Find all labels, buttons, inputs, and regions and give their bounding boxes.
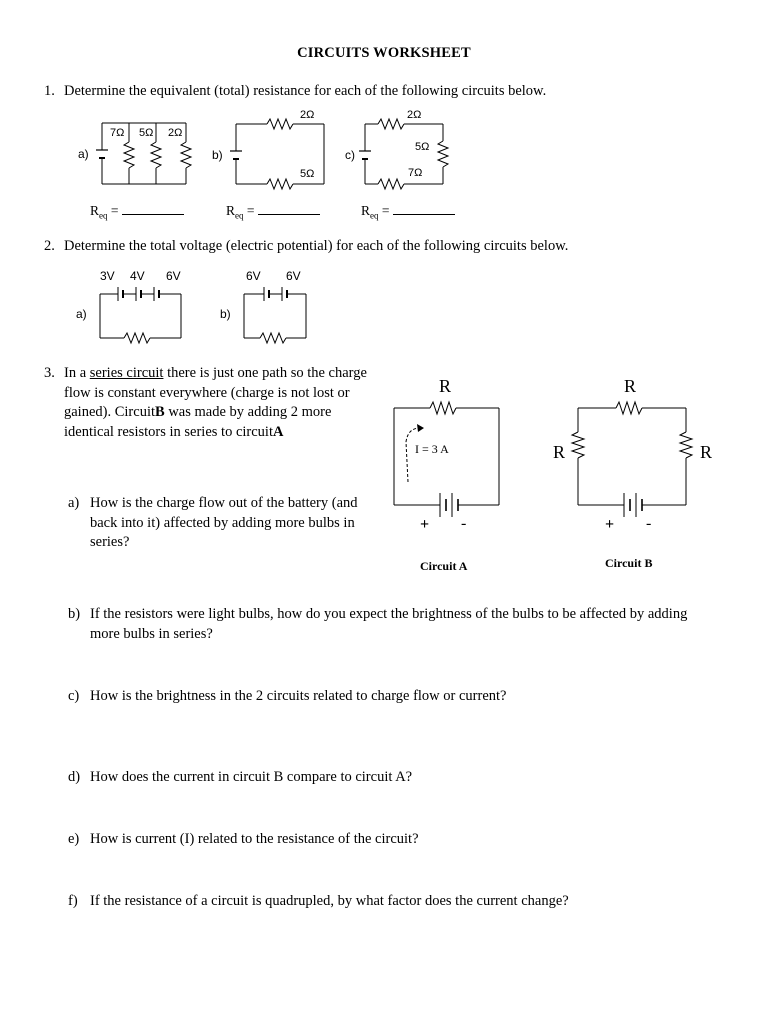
circuit-2a-v3: 6V bbox=[166, 269, 181, 283]
subq-a-label: a) bbox=[68, 495, 80, 511]
circuit-2a-v1: 3V bbox=[100, 269, 115, 283]
circuit-2a-diagram bbox=[74, 266, 189, 356]
subq-b-label: b) bbox=[68, 606, 81, 622]
circuit-1c-bottom: 7Ω bbox=[408, 167, 423, 179]
req-blank-b[interactable]: $R_{eq}$ = bbox=[226, 203, 320, 221]
q2-text: Determine the total voltage (electric potential) for each of the following circuits below. bbox=[64, 238, 569, 254]
circuit-1b-top: 2Ω bbox=[300, 109, 315, 121]
circuit-b-r-right: R bbox=[700, 442, 713, 462]
q3-intro: In a series circuit there is just one path so the charge flow is constant everywhere (charge is not lost or gained). CircuitB was made by adding 2 more identical resistors in series to circuitA bbox=[64, 365, 367, 440]
circuit-b-diagram bbox=[548, 372, 718, 582]
circuit-1c-right: 5Ω bbox=[415, 141, 430, 153]
circuit-a-current: I = 3 A bbox=[415, 442, 449, 456]
circuit-a-minus: - bbox=[461, 515, 467, 532]
circuit-a-plus: + bbox=[420, 516, 430, 533]
page-title: CIRCUITS WORKSHEET bbox=[297, 45, 471, 61]
circuit-b-r-top: R bbox=[624, 376, 637, 396]
circuit-2b-label: b) bbox=[220, 307, 231, 321]
circuit-b-plus: + bbox=[605, 516, 615, 533]
circuit-2a-label: a) bbox=[76, 307, 87, 321]
subq-d-text: How does the current in circuit B compare to circuit A? bbox=[90, 769, 413, 785]
subq-b-text: If the resistors were light bulbs, how do you expect the brightness of the bulbs to be affected by adding more bulbs in series? bbox=[90, 606, 688, 642]
circuit-1b-label: b) bbox=[212, 148, 223, 162]
circuit-2a-v2: 4V bbox=[130, 269, 145, 283]
subq-a-text: How is the charge flow out of the battery (and back into it) affected by adding more bulbs in series? bbox=[90, 495, 358, 550]
circuit-2b-v2: 6V bbox=[286, 269, 301, 283]
q1-text: Determine the equivalent (total) resistance for each of the following circuits below. bbox=[64, 83, 547, 99]
series-circuit-term: series circuit bbox=[89, 365, 164, 381]
circuit-1a-r3: 2Ω bbox=[168, 127, 183, 139]
circuit-1b-diagram bbox=[212, 104, 332, 192]
subq-e-label: e) bbox=[68, 831, 80, 847]
circuit-1a-label: a) bbox=[78, 147, 89, 161]
circuit-2b-diagram bbox=[216, 266, 316, 356]
circuit-2b-v1: 6V bbox=[246, 269, 261, 283]
subq-f-label: f) bbox=[68, 893, 78, 909]
circuit-1a-diagram bbox=[78, 118, 208, 190]
subq-d-label: d) bbox=[68, 769, 81, 785]
circuit-a-r: R bbox=[439, 376, 452, 396]
subq-e-text: How is current (I) related to the resistance of the circuit? bbox=[90, 831, 419, 847]
circuit-1c-top: 2Ω bbox=[407, 109, 422, 121]
circuit-1c-label: c) bbox=[345, 148, 355, 162]
circuit-a-caption: Circuit A bbox=[420, 559, 468, 573]
q2-number: 2. bbox=[44, 238, 55, 254]
circuit-b-caption: Circuit B bbox=[605, 556, 653, 570]
req-blank-a[interactable]: $R_{eq}$ = bbox=[90, 203, 184, 221]
subq-c-text: How is the brightness in the 2 circuits related to charge flow or current? bbox=[90, 688, 507, 704]
circuit-b-r-left: R bbox=[553, 442, 566, 462]
subq-f-text: If the resistance of a circuit is quadrupled, by what factor does the current change? bbox=[90, 893, 569, 909]
q1-number: 1. bbox=[44, 83, 55, 99]
circuit-1a-r1: 7Ω bbox=[110, 127, 125, 139]
circuit-b-minus: - bbox=[646, 515, 652, 532]
circuit-1c-diagram bbox=[345, 104, 465, 192]
req-blank-c[interactable]: $R_{eq}$ = bbox=[361, 203, 455, 221]
circuit-1b-bottom: 5Ω bbox=[300, 168, 315, 180]
subq-c-label: c) bbox=[68, 688, 80, 704]
circuit-a-diagram bbox=[386, 372, 506, 582]
q3-number: 3. bbox=[44, 365, 55, 381]
circuit-1a-r2: 5Ω bbox=[139, 127, 154, 139]
